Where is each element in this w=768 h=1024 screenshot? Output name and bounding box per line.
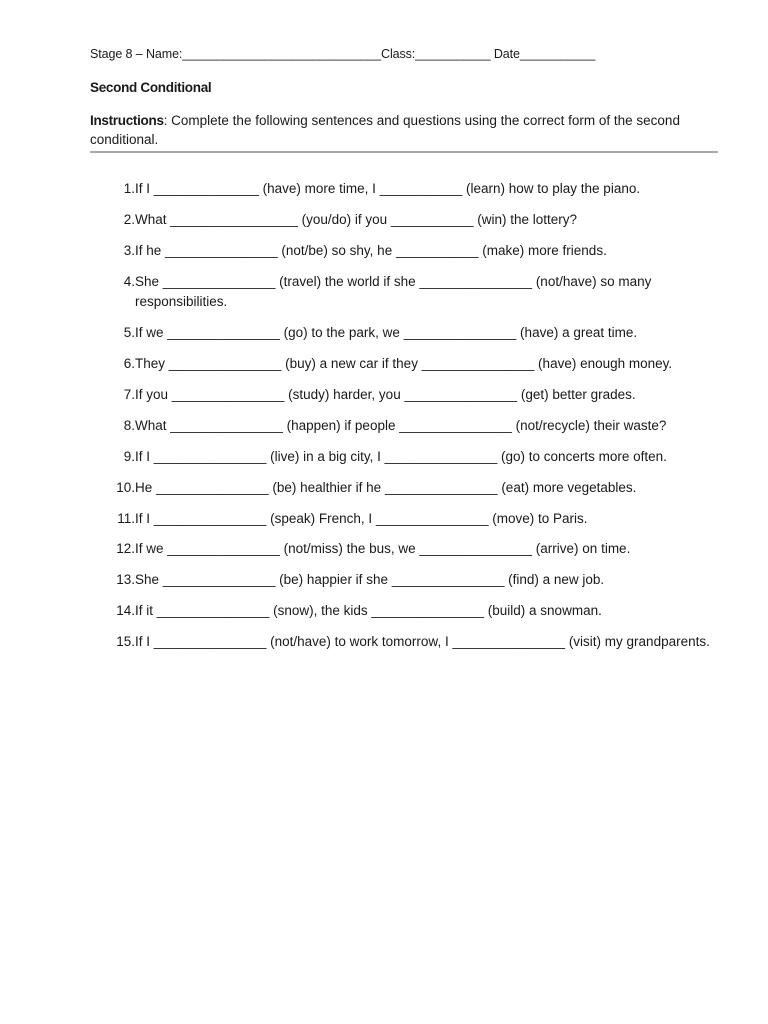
- question-item: [108, 539, 718, 559]
- question-item: [108, 570, 718, 590]
- question-item: [108, 272, 718, 312]
- question-number: 12.: [116, 541, 135, 557]
- question-text: If I _______________ (speak) French, I _______________ (move) to Paris.: [135, 510, 588, 526]
- question-text: What _________________ (you/do) if you ___________ (win) the lottery?: [135, 211, 578, 227]
- question-text: He _______________ (be) healthier if he _______________ (eat) more vegetables.: [135, 479, 637, 495]
- question-number: 1.: [123, 181, 135, 196]
- question-number: 7.: [123, 386, 135, 402]
- question-item: [108, 385, 718, 405]
- instructions-text: : Complete the following sentences and questions using the correct form of the second conditional.: [90, 113, 680, 147]
- question-text: If I _______________ (not/have) to work tomorrow, I _______________ (visit) my grandparents.: [135, 634, 710, 650]
- section-divider: [90, 151, 718, 153]
- question-number: 8.: [123, 417, 135, 433]
- question-number: 13.: [116, 572, 135, 588]
- question-text: If you _______________ (study) harder, you _______________ (get) better grades.: [135, 386, 636, 402]
- question-number: 15.: [116, 634, 135, 650]
- question-text: They _______________ (buy) a new car if they _______________ (have) enough money.: [135, 356, 673, 372]
- question-item: [108, 210, 718, 230]
- question-number: 11.: [117, 510, 135, 526]
- question-text: If I ______________ (have) more time, I ___________ (learn) how to play the piano.: [135, 181, 641, 196]
- question-text: What _______________ (happen) if people _______________ (not/recycle) their waste?: [135, 417, 667, 433]
- question-text: If we _______________ (not/miss) the bus, we _______________ (arrive) on time.: [135, 541, 631, 557]
- question-item: [108, 354, 718, 374]
- question-text: If he _______________ (not/be) so shy, he ___________ (make) more friends.: [135, 242, 607, 258]
- question-text: She _______________ (be) happier if she _______________ (find) a new job.: [135, 572, 605, 588]
- question-item: [108, 509, 718, 529]
- question-text: She _______________ (travel) the world if she _______________ (not/have) so many responsibilities.: [135, 273, 652, 309]
- question-item: [108, 416, 718, 436]
- question-number: 10.: [116, 479, 135, 495]
- instructions: [90, 111, 710, 149]
- question-item: [108, 601, 718, 621]
- question-number: 14.: [116, 603, 135, 619]
- question-item: [108, 241, 718, 261]
- question-item: [108, 447, 718, 467]
- question-item: [108, 478, 718, 498]
- question-text: If I _______________ (live) in a big city, I _______________ (go) to concerts more often.: [135, 448, 667, 464]
- student-info-line: Stage 8 – Name:_____________________________Class:___________ Date___________: [90, 47, 596, 61]
- question-number: 6.: [123, 356, 135, 372]
- question-list: [108, 179, 718, 663]
- question-number: 2.: [123, 211, 135, 227]
- question-number: 9.: [123, 448, 135, 464]
- question-item: [108, 323, 718, 343]
- question-text: If it _______________ (snow), the kids _______________ (build) a snowman.: [135, 603, 602, 619]
- instructions-label: Instructions: [90, 113, 164, 128]
- worksheet-title: Second Conditional: [90, 80, 212, 95]
- question-number: 3.: [123, 242, 135, 258]
- question-item: [108, 632, 718, 652]
- question-item: [108, 179, 718, 199]
- question-text: If we _______________ (go) to the park, we _______________ (have) a great time.: [135, 325, 638, 341]
- question-number: 4.: [123, 273, 135, 289]
- question-number: 5.: [123, 325, 135, 341]
